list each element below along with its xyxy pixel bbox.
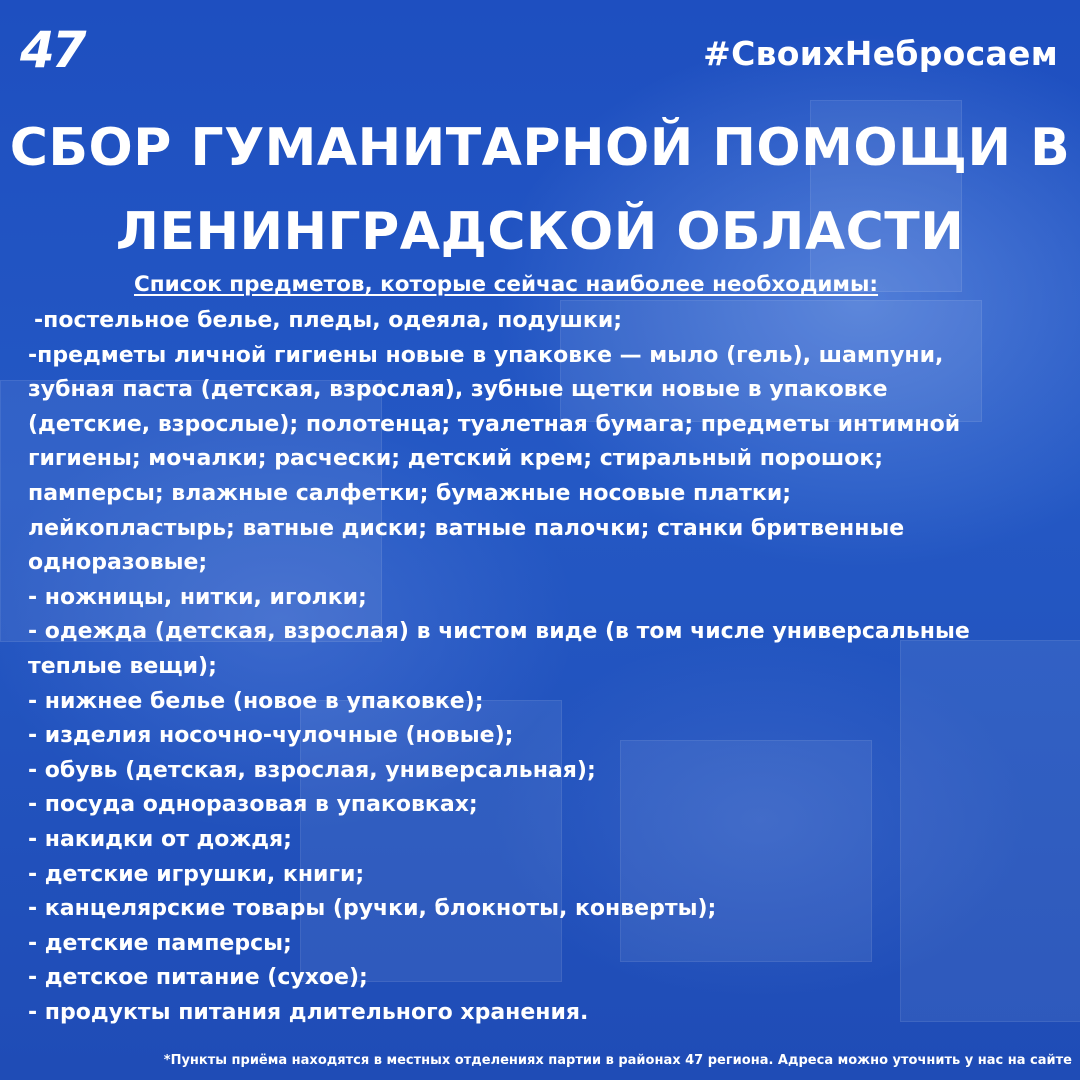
list-item: одноразовые; bbox=[28, 550, 208, 576]
list-item: зубная паста (детская, взрослая), зубные щетки новые в упаковке bbox=[28, 377, 888, 403]
list-item: памперсы; влажные салфетки; бумажные носовые платки; bbox=[28, 480, 792, 506]
list-item: - детское питание (сухое); bbox=[28, 965, 368, 991]
hashtag: #СвоихНебросаем bbox=[703, 34, 1058, 73]
list-item: - продукты питания длительного хранения. bbox=[28, 999, 589, 1025]
footnote: *Пункты приёма находятся в местных отделениях партии в районах 47 региона. Адреса можно уточнить у нас на сайте bbox=[163, 1053, 1072, 1068]
list-item: - посуда одноразовая в упаковках; bbox=[28, 792, 478, 818]
title-line-1: СБОР ГУМАНИТАРНОЙ ПОМОЩИ В bbox=[9, 118, 1071, 178]
list-item: лейкопластырь; ватные диски; ватные палочки; станки бритвенные bbox=[28, 515, 905, 541]
list-item: - одежда (детская, взрослая) в чистом виде (в том числе универсальные bbox=[28, 619, 970, 645]
list-heading: Список предметов, которые сейчас наиболее необходимы: bbox=[134, 272, 879, 297]
party-logo bbox=[20, 21, 110, 79]
list-item: -постельное белье, пледы, одеяла, подушки; bbox=[34, 308, 623, 333]
list-item: - детские памперсы; bbox=[28, 930, 292, 956]
list-item: - обувь (детская, взрослая, универсальная); bbox=[28, 757, 596, 783]
list-item: гигиены; мочалки; расчески; детский крем; стиральный порошок; bbox=[28, 446, 884, 472]
list-item: - изделия носочно-чулочные (новые); bbox=[28, 723, 514, 749]
title-line-2: ЛЕНИНГРАДСКОЙ ОБЛАСТИ bbox=[115, 202, 965, 262]
list-item: (детские, взрослые); полотенца; туалетная бумага; предметы интимной bbox=[28, 411, 961, 437]
list-item: - детские игрушки, книги; bbox=[28, 861, 365, 887]
list-item: - канцелярские товары (ручки, блокноты, конверты); bbox=[28, 896, 717, 922]
list-item: теплые вещи); bbox=[28, 653, 217, 679]
items-list bbox=[28, 304, 1068, 1030]
logo-text: 47 bbox=[20, 21, 84, 79]
list-item: - ножницы, нитки, иголки; bbox=[28, 584, 367, 610]
list-item: - нижнее белье (новое в упаковке); bbox=[28, 688, 484, 714]
list-item: -предметы личной гигиены новые в упаковке — мыло (гель), шампуни, bbox=[28, 342, 944, 368]
page-title bbox=[0, 106, 1080, 274]
list-item: - накидки от дождя; bbox=[28, 826, 292, 852]
